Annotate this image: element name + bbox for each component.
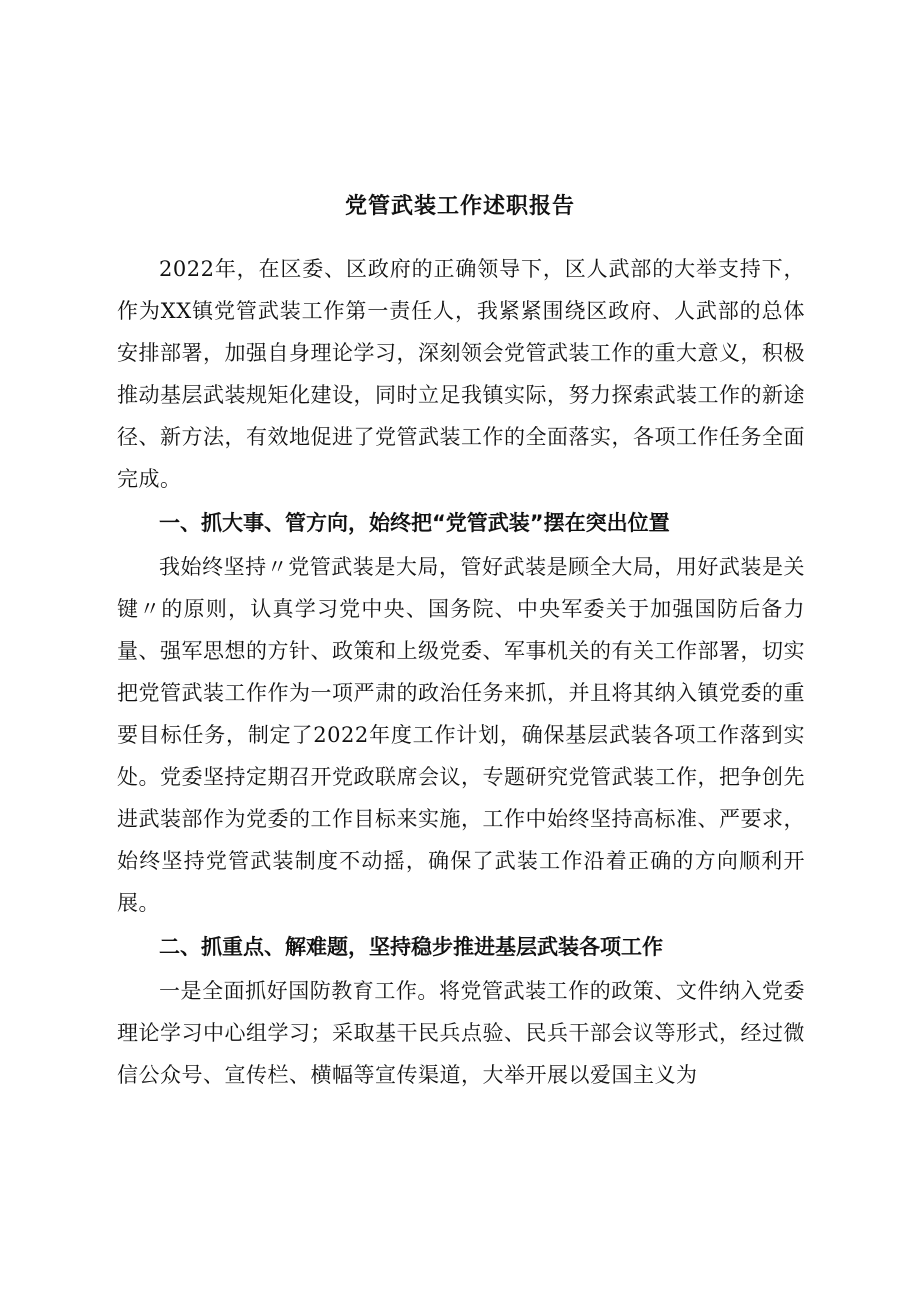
document-title: 党管武装工作述职报告	[344, 194, 575, 219]
intro-paragraph: 2022年，在区委、区政府的正确领导下，区人武部的大举支持下，作为XX镇党管武装工作第一责任人，我紧紧围绕区政府、人武部的总体安排部署，加强自身理论学习，深刻领会党管武装工作的重大意义，积极推动基层武装规矩化建设，同时立足我镇实际，努力探索武装工作的新途径、新方法，有效地促进了党管武装工作的全面落实，各项工作任务全面完成。	[117, 257, 805, 491]
section-2-heading: 二、抓重点、解难题，坚持稳步推进基层武装各项工作	[159, 935, 663, 959]
section-2-paragraph: 一是全面抓好国防教育工作。将党管武装工作的政策、文件纳入党委理论学习中心组学习；采取基干民兵点验、民兵干部会议等形式，经过微信公众号、宣传栏、横幅等宣传渠道，大举开展以爱国主义为	[117, 979, 805, 1087]
section-1-heading: 一、抓大事、管方向，始终把“党管武装”摆在突出位置	[159, 511, 670, 535]
document-body	[117, 248, 805, 1096]
section-1-paragraph: 我始终坚持〃党管武装是大局，管好武装是顾全大局，用好武装是关键〃的原则，认真学习党中央、国务院、中央军委关于加强国防后备力量、强军思想的方针、政策和上级党委、军事机关的有关工作部署，切实把党管武装工作作为一项严肃的政治任务来抓，并且将其纳入镇党委的重要目标任务，制定了2022年度工作计划，确保基层武装各项工作落到实处。党委坚持定期召开党政联席会议，专题研究党管武装工作，把争创先进武装部作为党委的工作目标来实施，工作中始终坚持高标准、严要求，始终坚持党管武装制度不动摇，确保了武装工作沿着正确的方向顺利开展。	[117, 555, 805, 915]
